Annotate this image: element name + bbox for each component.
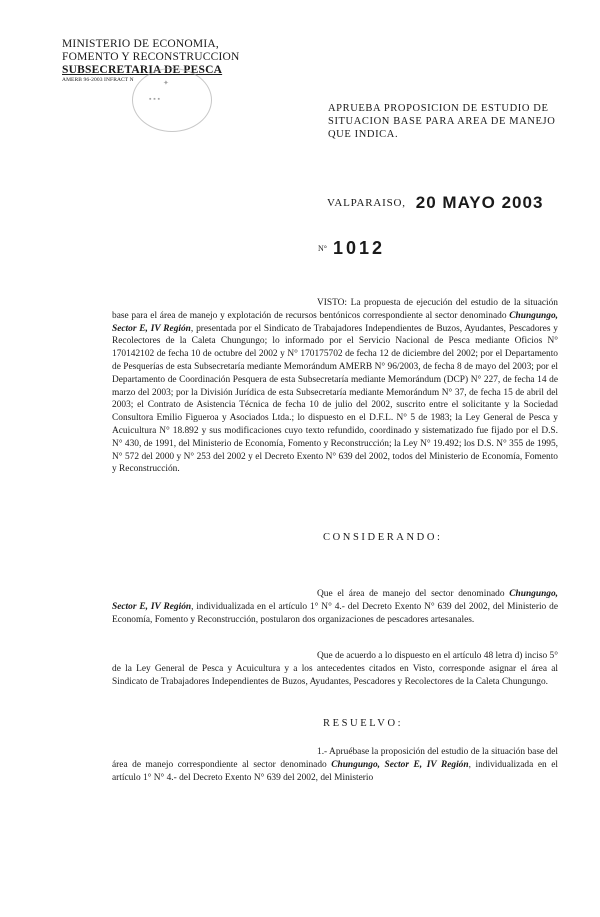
visto-text-2: , presentada por el Sindicato de Trabajadores Independientes de Buzos, Ayudantes, Pescadores y Recolectores de la Caleta Chungungo; lo informado por el Servicio Nacional de Pesca mediante Oficios N° 170142102 de fecha 10 de octubre del 2002 y N° 170175702 de fecha 12 de diciembre del 2002; por el Departamento de Pesquerías de esta Subsecretaría mediante Memorándum AMERB N° 96/2003, de fecha 8 de mayo del 2003; por el Departamento de Coordinación Pesquera de esta Subsecretaría mediante Memorándum (DCP) N° 227, de fecha 14 de marzo del 2003; por la División Jurídica de esta Subsecretaría mediante Memorándum N° 37, de fecha 15 de abril del 2003; el Contrato de Asistencia Técnica de fecha 10 de julio del 2002, suscrito entre el solicitante y la Sociedad Consultora Emilio Figueroa y Asociados Ltda.; lo dispuesto en el D.F.L. N° 5 de 1983; la Ley General de Pesca y Acuicultura N° 18.892 y sus modificaciones cuyo texto refundido, coordinado y sistematizado fue fijado por el D.S. N° 430, de 1991, del Ministerio de Economía, Fomento y Reconstrucción; la Ley N° 19.492; los D.S. N° 355 de 1995, N° 572 del 2000 y N° 253 del 2002 y el Decreto Exento N° 639 del 2002, todos del Ministerio de Economía, Fomento y Reconstrucción. [112, 323, 558, 475]
number-value: 1012 [332, 238, 386, 258]
resuelvo-heading: RESUELVO: [323, 718, 404, 729]
c1-sector: Chungungo, Sector E, IV Región [112, 589, 559, 612]
r1-lead: 1.- Apruébase la proposición del estudio de la [317, 747, 489, 757]
c1-text: , individualizada en el artículo 1° N° 4.- del Decreto Exento N° 639 del 2002, del Ministerio de Economía, Fomento y Reconstrucción, postularon dos organizaciones de pescadores artesanales. [112, 601, 558, 625]
c1-lead: Que el área de manejo del sector denominado [317, 589, 505, 599]
reference-code: AMERB 96-2003 INFRACT N [62, 77, 134, 83]
place-and-date [327, 193, 543, 213]
number-label: N° [318, 244, 327, 253]
official-stamp: ✦ ▪ ▪ ▪ [132, 68, 212, 132]
document-subject: APRUEBA PROPOSICION DE ESTUDIO DE SITUACION BASE PARA AREA DE MANEJO QUE INDICA. [328, 103, 556, 140]
visto-paragraph [112, 297, 558, 476]
c2-lead: Que de acuerdo a lo dispuesto en el artículo 48 letra [317, 651, 513, 661]
visto-sector: Chungungo, Sector E, IV Región [112, 310, 558, 334]
c2-text: d) inciso 5° de la Ley General de Pesca y Acuicultura y a los antecedentes citados en Visto, corresponde asignar el área al Sindicato de Trabajadores Independientes de Buzos, Ayudantes, Pescadores y Recolectores de la Caleta Chungungo. [112, 651, 558, 687]
document-number [318, 238, 385, 259]
visto-label: VISTO: [317, 298, 348, 308]
considerando-paragraph-2 [112, 650, 558, 688]
document-date: 20 MAYO 2003 [415, 193, 544, 212]
r1-text-2: , individualizada en el artículo 1° N° 4.- del Decreto Exento N° 639 del 2002, del Ministerio [112, 759, 558, 783]
considerando-heading: CONSIDERANDO: [323, 532, 443, 543]
place-name: VALPARAISO, [327, 197, 406, 209]
visto-text-1: La propuesta de ejecución del estudio de la situación base para el área de manejo y explotación de recursos bentónicos correspondiente al sector denominado [112, 298, 558, 321]
subsecretaria-name: SUBSECRETARIA DE PESCA [62, 64, 223, 76]
r1-text-1: situación base del área de manejo correspondiente al sector denominado [112, 747, 559, 770]
ministry-name: MINISTERIO DE ECONOMIA, [62, 38, 219, 50]
r1-sector: Chungungo, Sector E, IV Región [331, 759, 469, 770]
ministry-name-line-2: FOMENTO Y RECONSTRUCCION [62, 51, 240, 63]
considerando-paragraph-1 [112, 588, 558, 626]
resuelvo-paragraph-1 [112, 746, 558, 784]
